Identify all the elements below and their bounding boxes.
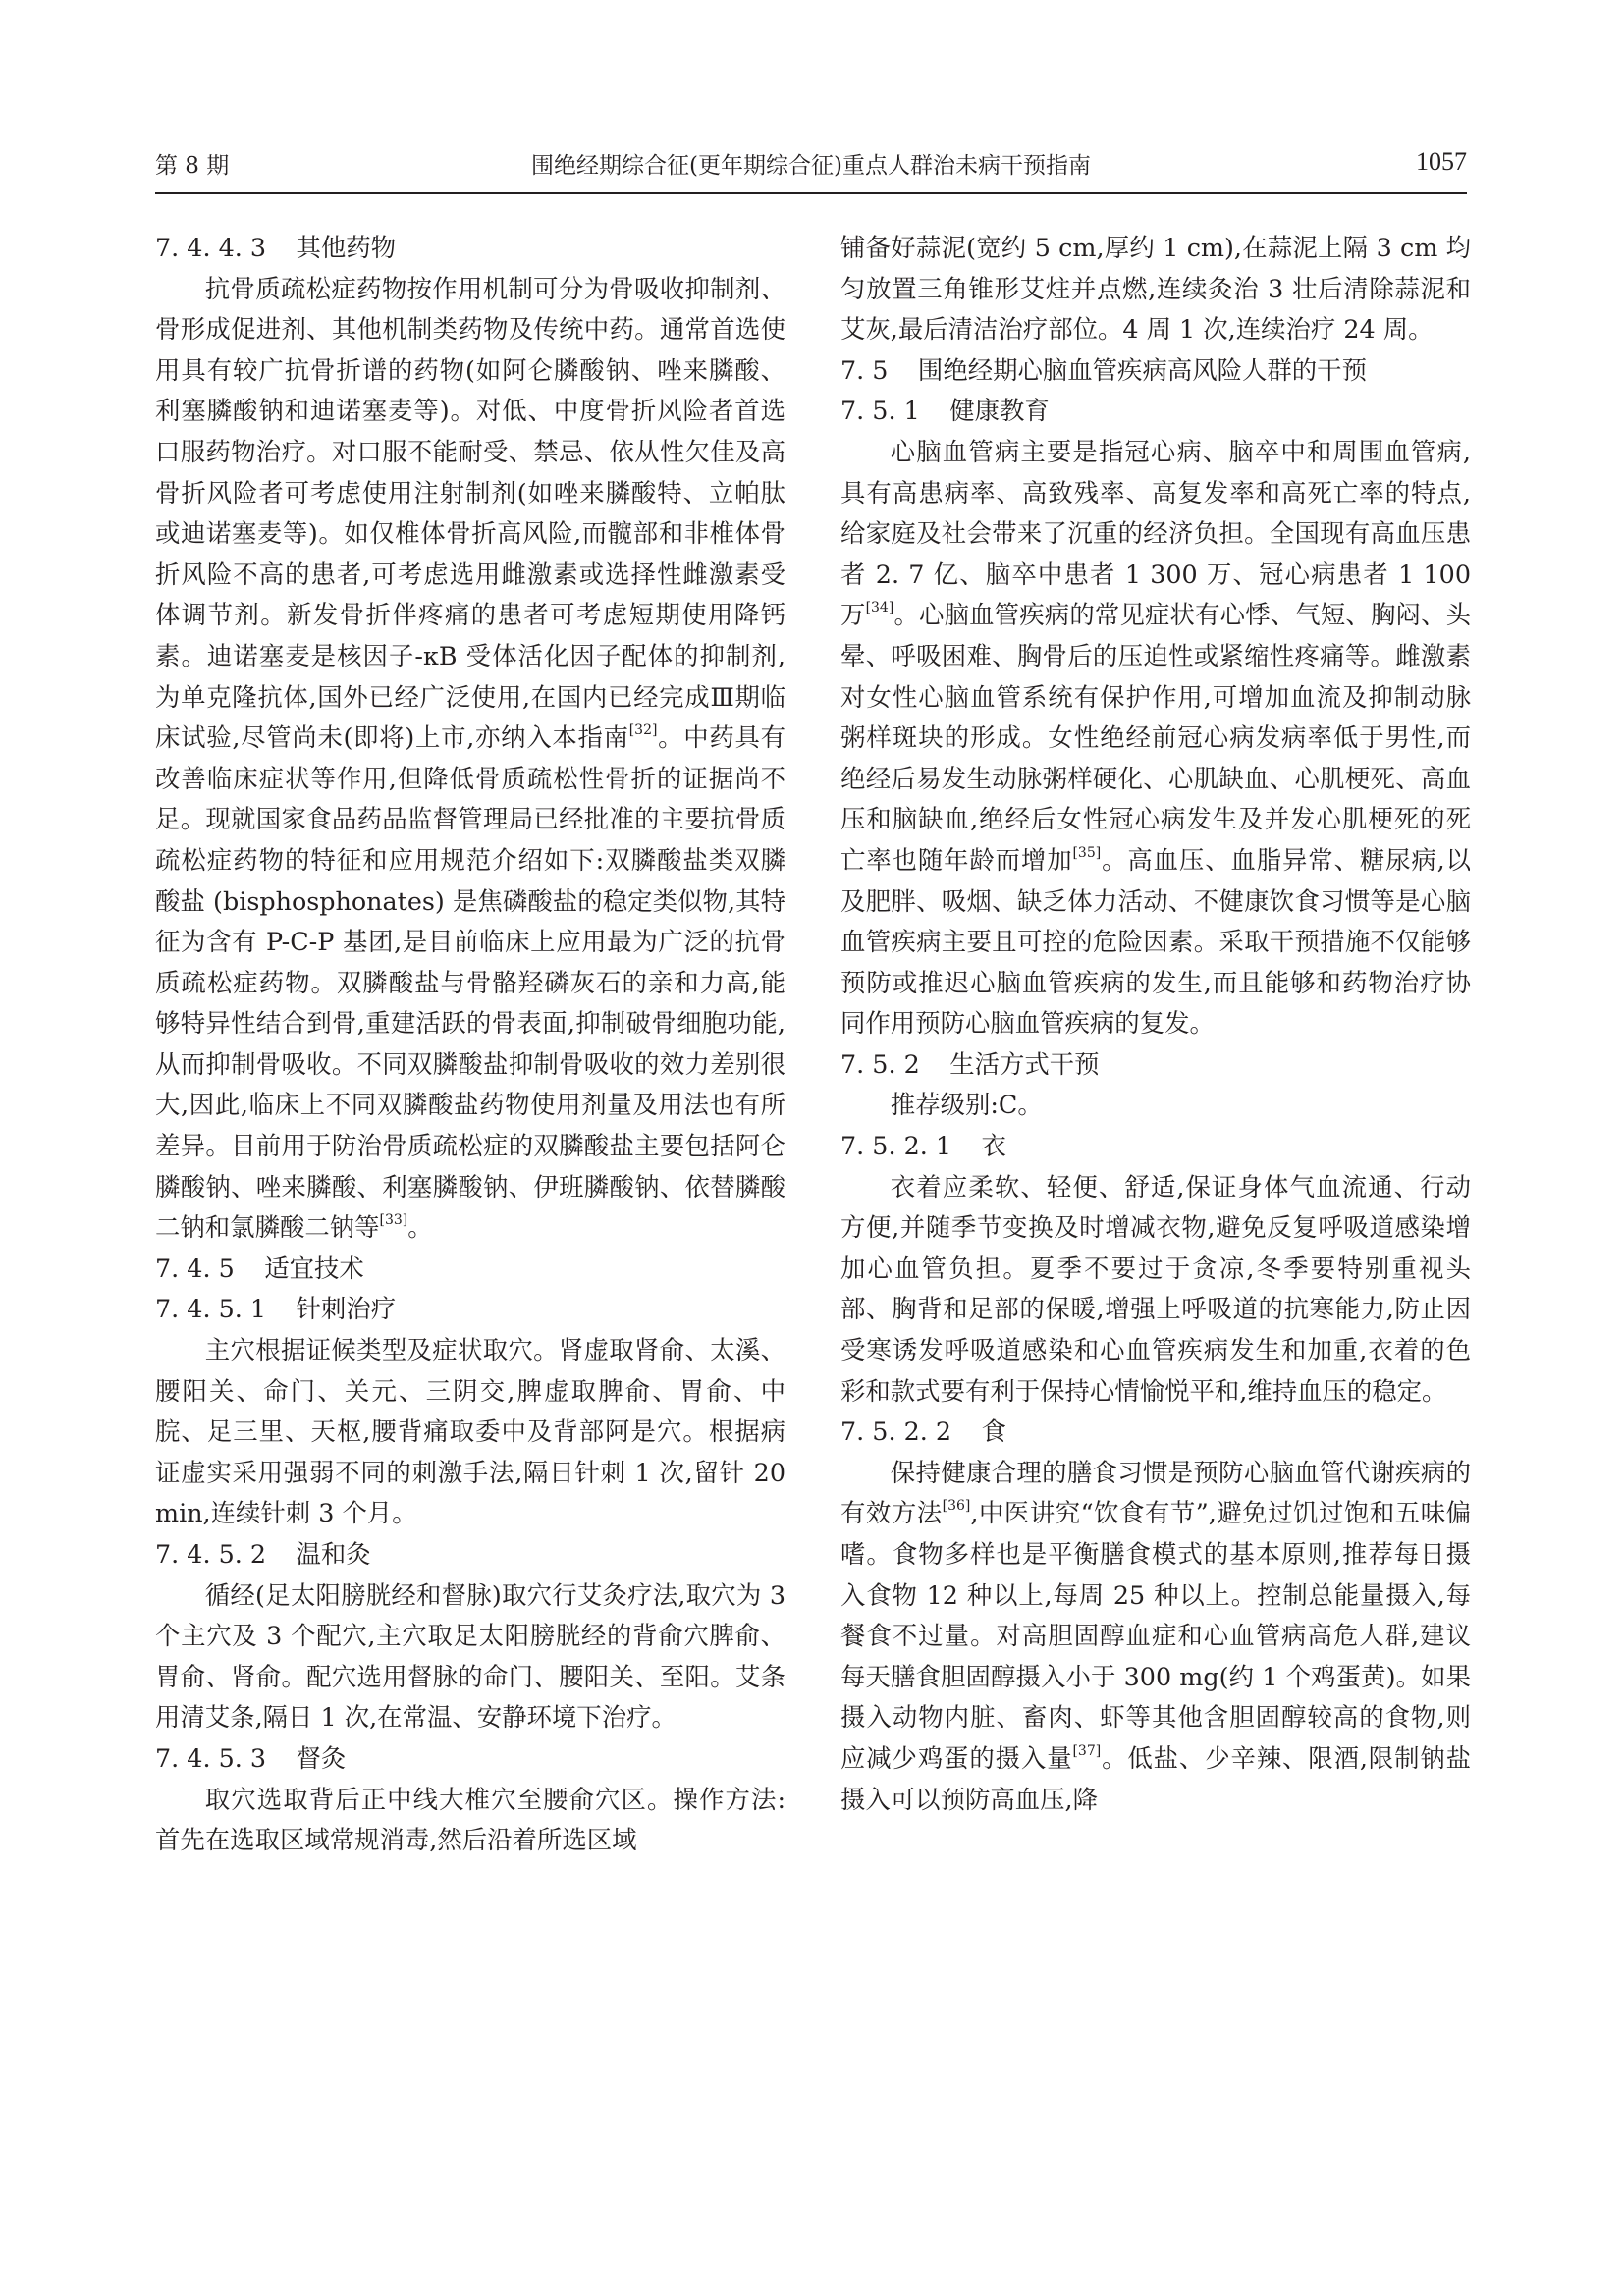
- citation-ref: [37]: [1072, 1743, 1102, 1760]
- section-title: 生活方式干预: [949, 1048, 1100, 1079]
- citation-ref: [32]: [628, 722, 658, 739]
- section-heading-7-4-5-1: [155, 1289, 785, 1330]
- section-number: 7. 4. 5: [155, 1253, 235, 1283]
- section-heading-7-4-5: [155, 1249, 785, 1290]
- section-title: 督灸: [296, 1742, 347, 1773]
- section-title: 温和灸: [296, 1539, 371, 1569]
- section-title: 食: [981, 1416, 1006, 1447]
- issue-label: 第 8 期: [155, 153, 230, 179]
- section-number: 7. 4. 4. 3: [155, 233, 267, 262]
- section-number: 7. 4. 5. 3: [155, 1742, 267, 1773]
- citation-ref: [35]: [1072, 845, 1102, 862]
- paragraph-acupuncture: 主穴根据证候类型及症状取穴。肾虚取肾俞、太溪、腰阳关、命门、关元、三阴交,脾虚取脾俞、胃俞、中脘、足三里、天枢,腰背痛取委中及背部阿是穴。根据病证虚实采用强弱不同的刺激手法,隔日针刺 1 次,留针 20 min,连续针刺 3 个月。: [155, 1335, 785, 1528]
- section-number: 7. 5. 1: [840, 396, 920, 426]
- running-header: [155, 147, 1467, 187]
- section-number: 7. 5. 2: [840, 1048, 920, 1079]
- section-heading-7-5-2-1: [840, 1126, 1471, 1167]
- right-column: [840, 228, 1471, 1820]
- paragraph-du-moxibustion: 取穴选取背后正中线大椎穴至腰俞穴区。操作方法:首先在选取区域常规消毒,然后沿着所选区域: [155, 1784, 785, 1855]
- citation-ref: [33]: [379, 1212, 408, 1229]
- paragraph-recommendation-level: 推荐级别:C。: [890, 1090, 1043, 1120]
- citation-ref: [34]: [865, 600, 894, 616]
- paragraph-continued: 铺备好蒜泥(宽约 5 cm,厚约 1 cm),在蒜泥上隔 3 cm 均匀放置三角锥形艾炷并点燃,连续灸治 3 壮后清除蒜泥和艾灰,最后清洁治疗部位。4 周 1 次,连续治疗 24 周。: [840, 233, 1471, 345]
- section-heading-7-4-5-3: [155, 1738, 785, 1780]
- header-rule: [155, 192, 1467, 194]
- paragraph-mild-moxibustion: 循经(足太阳膀胱经和督脉)取穴行艾灸疗法,取穴为 3 个主穴及 3 个配穴,主穴取足太阳膀胱经的背俞穴脾俞、胃俞、肾俞。配穴选用督脉的命门、腰阳关、至阳。艾条用清艾条,隔日 1 次,在常温、安静环境下治疗。: [155, 1579, 785, 1733]
- section-title: 围绝经期心脑血管疾病高风险人群的干预: [917, 354, 1367, 385]
- paragraph-diet: 保持健康合理的膳食习惯是预防心脑血管代谢疾病的有效方法[36],中医讲究“饮食有节”,避免过饥过饱和五味偏嗜。食物多样也是平衡膳食模式的基本原则,推荐每日摄入食物 12 种以上,每周 25 种以上。控制总能量摄入,每餐食不过量。对高胆固醇血症和心血管病高危人群,建议每天膳食胆固醇摄入小于 300 mg(约 1 个鸡蛋黄)。如果摄入动物内脏、畜肉、虾等其他含胆固醇较高的食物,则应减少鸡蛋的摄入量[37]。低盐、少辛辣、限酒,限制钠盐摄入可以预防高血压,降: [840, 1457, 1472, 1814]
- section-title: 健康教育: [949, 396, 1050, 426]
- section-heading-7-5-2-2: [840, 1412, 1471, 1453]
- section-number: 7. 5. 2. 1: [840, 1131, 952, 1161]
- section-title: 其他药物: [296, 233, 397, 262]
- section-number: 7. 4. 5. 1: [155, 1294, 267, 1324]
- section-title: 衣: [981, 1131, 1006, 1161]
- section-heading-7-5: [840, 350, 1471, 392]
- section-number: 7. 5. 2. 2: [840, 1416, 952, 1447]
- section-heading-7-4-5-2: [155, 1534, 785, 1575]
- paragraph-clothing: 衣着应柔软、轻便、舒适,保证身体气血流通、行动方便,并随季节变换及时增减衣物,避免反复呼吸道感染增加心血管负担。夏季不要过于贪凉,冬季要特别重视头部、胸背和足部的保暖,增强上呼吸道的抗寒能力,防止因受寒诱发呼吸道感染和心血管疾病发生和加重,衣着的色彩和款式要有利于保持心情愉悦平和,维持血压的稳定。: [840, 1171, 1471, 1406]
- section-heading-7-5-2: [840, 1044, 1471, 1086]
- citation-ref: [36]: [942, 1498, 971, 1515]
- section-number: 7. 4. 5. 2: [155, 1539, 267, 1569]
- paragraph-health-education: 心脑血管病主要是指冠心病、脑卒中和周围血管病,具有高患病率、高致残率、高复发率和高死亡率的特点,给家庭及社会带来了沉重的经济负担。全国现有高血压患者 2. 7 亿、脑卒中患者 1 300 万、冠心病患者 1 100 万[34]。心脑血管疾病的常见症状有心悸、气短、胸闷、头晕、呼吸困难、胸骨后的压迫性或紧缩性疼痛等。雌激素对女性心脑血管系统有保护作用,可增加血流及抑制动脉粥样斑块的形成。女性绝经前冠心病发病率低于男性,而绝经后易发生动脉粥样硬化、心肌缺血、心肌梗死、高血压和脑缺血,绝经后女性冠心病发生及并发心肌梗死的死亡率也随年龄而增加[35]。高血压、血脂异常、糖尿病,以及肥胖、吸烟、缺乏体力活动、不健康饮食习惯等是心脑血管疾病主要且可控的危险因素。采取干预措施不仅能够预防或推迟心脑血管疾病的发生,而且能够和药物治疗协同作用预防心脑血管疾病的复发。: [840, 436, 1472, 1039]
- paragraph-other-drugs: 抗骨质疏松症药物按作用机制可分为骨吸收抑制剂、骨形成促进剂、其他机制类药物及传统中药。通常首选使用具有较广抗骨折谱的药物(如阿仑膦酸钠、唑来膦酸、利塞膦酸钠和迪诺塞麦等)。对低、中度骨折风险者首选口服药物治疗。对口服不能耐受、禁忌、依从性欠佳及高骨折风险者可考虑使用注射制剂(如唑来膦酸特、立帕肽或迪诺塞麦等)。如仅椎体骨折高风险,而髋部和非椎体骨折风险不高的患者,可考虑选用雌激素或选择性雌激素受体调节剂。新发骨折伴疼痛的患者可考虑短期使用降钙素。迪诺塞麦是核因子-κB 受体活化因子配体的抑制剂,为单克隆抗体,国外已经广泛使用,在国内已经完成Ⅲ期临床试验,尽管尚未(即将)上市,亦纳入本指南[32]。中药具有改善临床症状等作用,但降低骨质疏松性骨折的证据尚不足。现就国家食品药品监督管理局已经批准的主要抗骨质疏松症药物的特征和应用规范介绍如下:双膦酸盐类双膦酸盐 (bisphosphonates) 是焦磷酸盐的稳定类似物,其特征为含有 P-C-P 基团,是目前临床上应用最为广泛的抗骨质疏松症药物。双膦酸盐与骨骼羟磷灰石的亲和力高,能够特异性结合到骨,重建活跃的骨表面,抑制破骨细胞功能,从而抑制骨吸收。不同双膦酸盐抑制骨吸收的效力差别很大,因此,临床上不同双膦酸盐药物使用剂量及用法也有所差异。目前用于防治骨质疏松症的双膦酸盐主要包括阿仑膦酸钠、唑来膦酸、利塞膦酸钠、伊班膦酸钠、依替膦酸二钠和氯膦酸二钠等[33]。: [155, 273, 785, 1243]
- section-number: 7. 5: [840, 354, 889, 385]
- section-title: 针刺治疗: [296, 1294, 397, 1324]
- page-number: 1057: [1416, 147, 1467, 176]
- section-heading-7-4-4-3: [155, 228, 785, 269]
- section-heading-7-5-1: [840, 391, 1471, 432]
- section-title: 适宜技术: [264, 1253, 364, 1283]
- left-column: [155, 228, 785, 1861]
- running-title: 围绝经期综合征(更年期综合征)重点人群治未病干预指南: [531, 153, 1091, 179]
